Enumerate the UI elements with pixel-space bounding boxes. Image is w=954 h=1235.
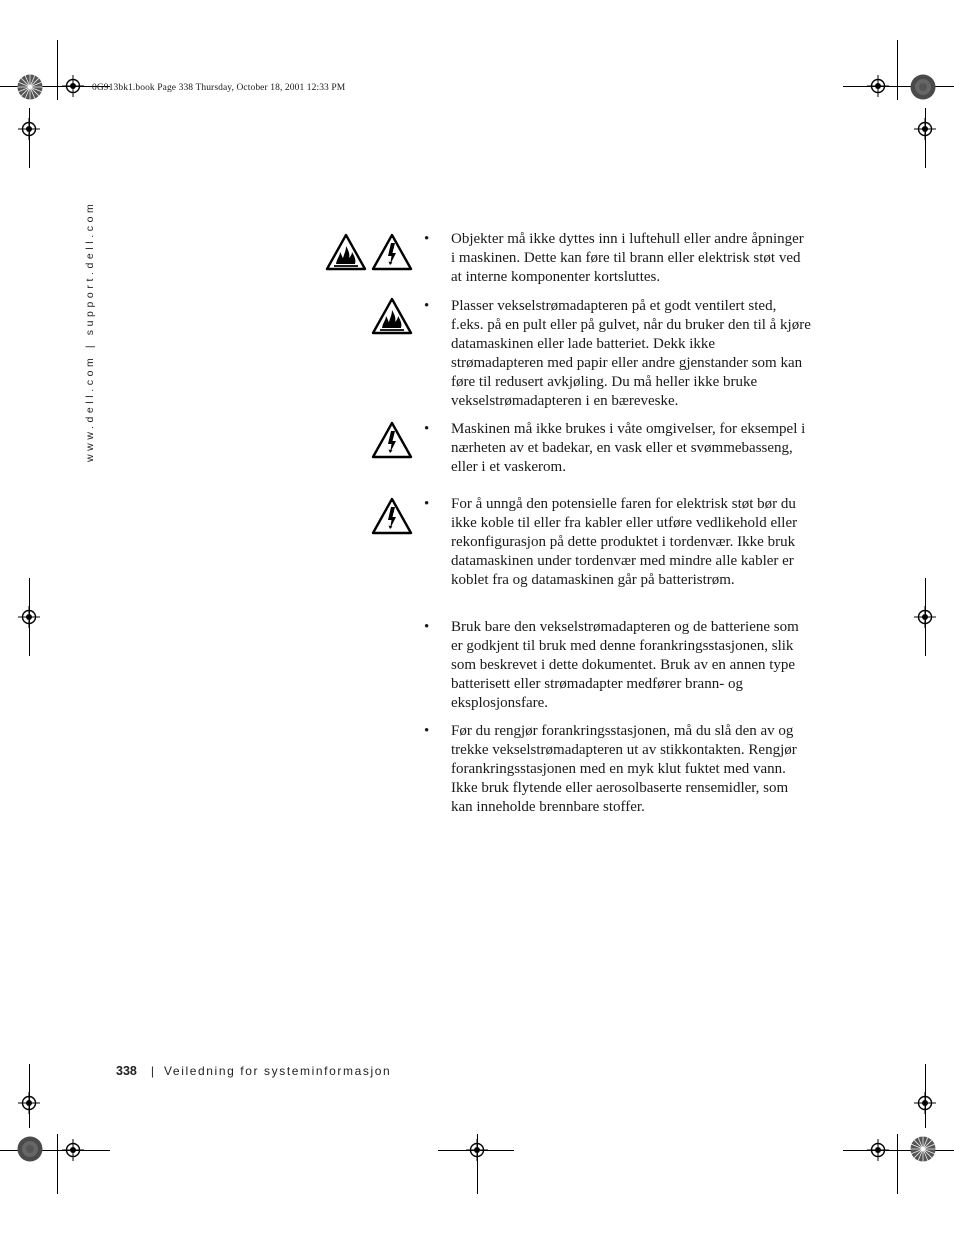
gray-target-icon — [17, 1136, 43, 1162]
registration-mark-icon — [867, 75, 889, 97]
registration-mark-icon — [18, 1092, 40, 1114]
list-item-text: Objekter må ikke dyttes inn i luftehull eller andre åpninger i maskinen. Dette kan føre til brann eller elektrisk støt ved at interne komponenter kortsluttes. — [451, 231, 804, 285]
registration-mark-icon — [62, 75, 84, 97]
footer-separator: | — [150, 1064, 154, 1078]
registration-mark-icon — [914, 1092, 936, 1114]
list-item-text: Før du rengjør forankringsstasjonen, må du slå den av og trekke vekselstrømadapteren ut av stikkontakten. Rengjør forankringsstasjonen med en myk klut fuktet med vann. Ikke bruk flytende eller aerosolbaserte rensemidler, som kan inneholde brennbare stoffer. — [451, 723, 797, 815]
electric-shock-warning-icon — [371, 497, 413, 535]
registration-mark-icon — [914, 118, 936, 140]
print-slug: 0G913bk1.book Page 338 Thursday, October 18, 2001 12:33 PM — [92, 83, 346, 93]
gray-target-icon — [910, 74, 936, 100]
list-item-text: Maskinen må ikke brukes i våte omgivelser, for eksempel i nærheten av et badekar, en vask eller et svømmebasseng, eller i et vaskerom. — [451, 421, 806, 475]
registration-mark-icon — [914, 606, 936, 628]
footer-title: Veiledning for systeminformasjon — [163, 1064, 392, 1078]
list-item-text: For å unngå den potensielle faren for elektrisk støt bør du ikke koble til eller fra kabler eller utføre vedlikehold eller rekonfigurasjon på dette produktet i tordenvær. Ikke bruk datamaskinen under tordenvær med mindre alle kabler er koblet fra og datamaskinen går på batteristrøm. — [451, 496, 798, 588]
registration-mark-icon — [18, 606, 40, 628]
electric-shock-warning-icon — [371, 233, 413, 271]
side-url: www.dell.com | support.dell.com — [84, 200, 96, 462]
registration-mark-icon — [466, 1139, 488, 1161]
fire-warning-icon — [371, 297, 413, 335]
page-footer — [116, 1062, 391, 1080]
list-item-text: Plasser vekselstrømadapteren på et godt ventilert sted, f.eks. på en pult eller på gulvet, når du bruker den til å kjøre datamaskinen eller lade batteriet. Dekk ikke strømadapteren med papir eller andre gjenstander som kan føre til redusert avkjøling. Du må heller ikke bruke vekselstrømadapteren i en bæreveske. — [451, 298, 811, 409]
page-number: 338 — [116, 1064, 137, 1078]
bullet-dot: • — [424, 723, 430, 739]
registration-mark-icon — [867, 1139, 889, 1161]
bullet-dot: • — [424, 231, 430, 247]
list-item-text: Bruk bare den vekselstrømadapteren og de batteriene som er godkjent til bruk med denne forankringsstasjonen, slik som beskrevet i dette dokumentet. Bruk av en annen type batterisett eller strømadapter medfører brann- og eksplosjonsfare. — [451, 619, 799, 711]
bullet-dot: • — [424, 298, 430, 314]
electric-shock-warning-icon — [371, 421, 413, 459]
registration-mark-icon — [62, 1139, 84, 1161]
bullet-dot: • — [424, 421, 430, 437]
starburst-target-icon — [17, 74, 43, 100]
registration-mark-icon — [18, 118, 40, 140]
fire-warning-icon — [325, 233, 367, 271]
bullet-dot: • — [424, 496, 430, 512]
bullet-dot: • — [424, 619, 430, 635]
starburst-target-icon — [910, 1136, 936, 1162]
